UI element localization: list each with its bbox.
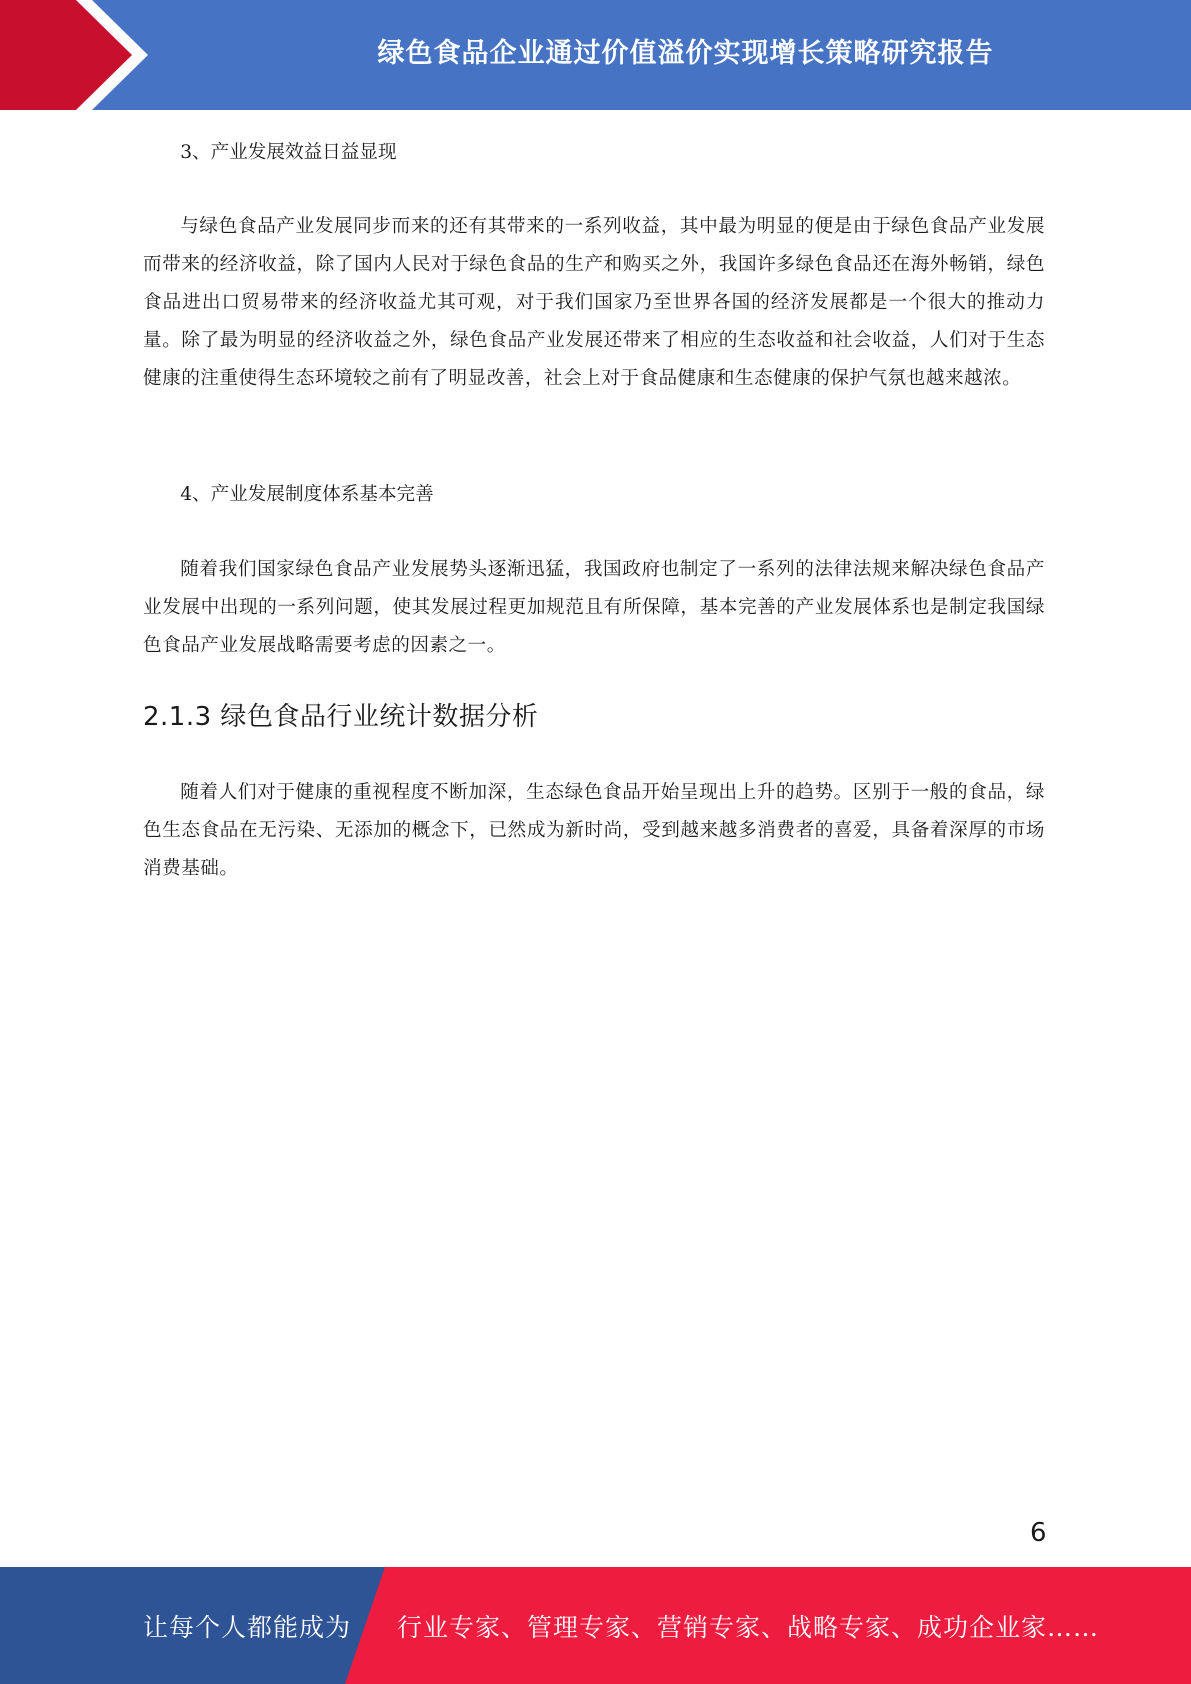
footer-slogan-left: 让每个人都能成为 (143, 1612, 352, 1642)
report-title: 绿色食品企业通过价值溢价实现增长策略研究报告 (377, 37, 994, 69)
page-footer (0, 1567, 1191, 1684)
paragraph-statistics: 随着人们对于健康的重视程度不断加深，生态绿色食品开始呈现出上升的趋势。区别于一般的食品，绿色生态食品在无污染、无添加的概念下，已然成为新时尚，受到越来越多消费者的喜爱，具备着深厚的市场消费基础。 (143, 782, 1045, 879)
paragraph-benefits: 与绿色食品产业发展同步而来的还有其带来的一系列收益，其中最为明显的便是由于绿色食品产业发展而带来的经济收益，除了国内人民对于绿色食品的生产和购买之外，我国许多绿色食品还在海外畅销，绿色食品进出口贸易带来的经济收益尤其可观，对于我们国家乃至世界各国的经济发展都是一个很大的推动力量。除了最为明显的经济收益之外，绿色食品产业发展还带来了相应的生态收益和社会收益，人们对于生态健康的注重使得生态环境较之前有了明显改善，社会上对于食品健康和生态健康的保护气氛也越来越浓。 (143, 216, 1045, 389)
paragraph-system: 随着我们国家绿色食品产业发展势头逐渐迅猛，我国政府也制定了一系列的法律法规来解决绿色食品产业发展中出现的一系列问题，使其发展过程更加规范且有所保障，基本完善的产业发展体系也是制定我国绿色食品产业发展战略需要考虑的因素之一。 (143, 559, 1045, 656)
subheading-benefits: 3、产业发展效益日益显现 (180, 142, 397, 163)
page-header (0, 0, 1191, 110)
page-number: 6 (1030, 1518, 1047, 1548)
subheading-system: 4、产业发展制度体系基本完善 (180, 484, 434, 505)
section-heading: 2.1.3 绿色食品行业统计数据分析 (143, 702, 539, 732)
footer-slogan-right: 行业专家、管理专家、营销专家、战略专家、成功企业家…… (397, 1612, 1100, 1642)
